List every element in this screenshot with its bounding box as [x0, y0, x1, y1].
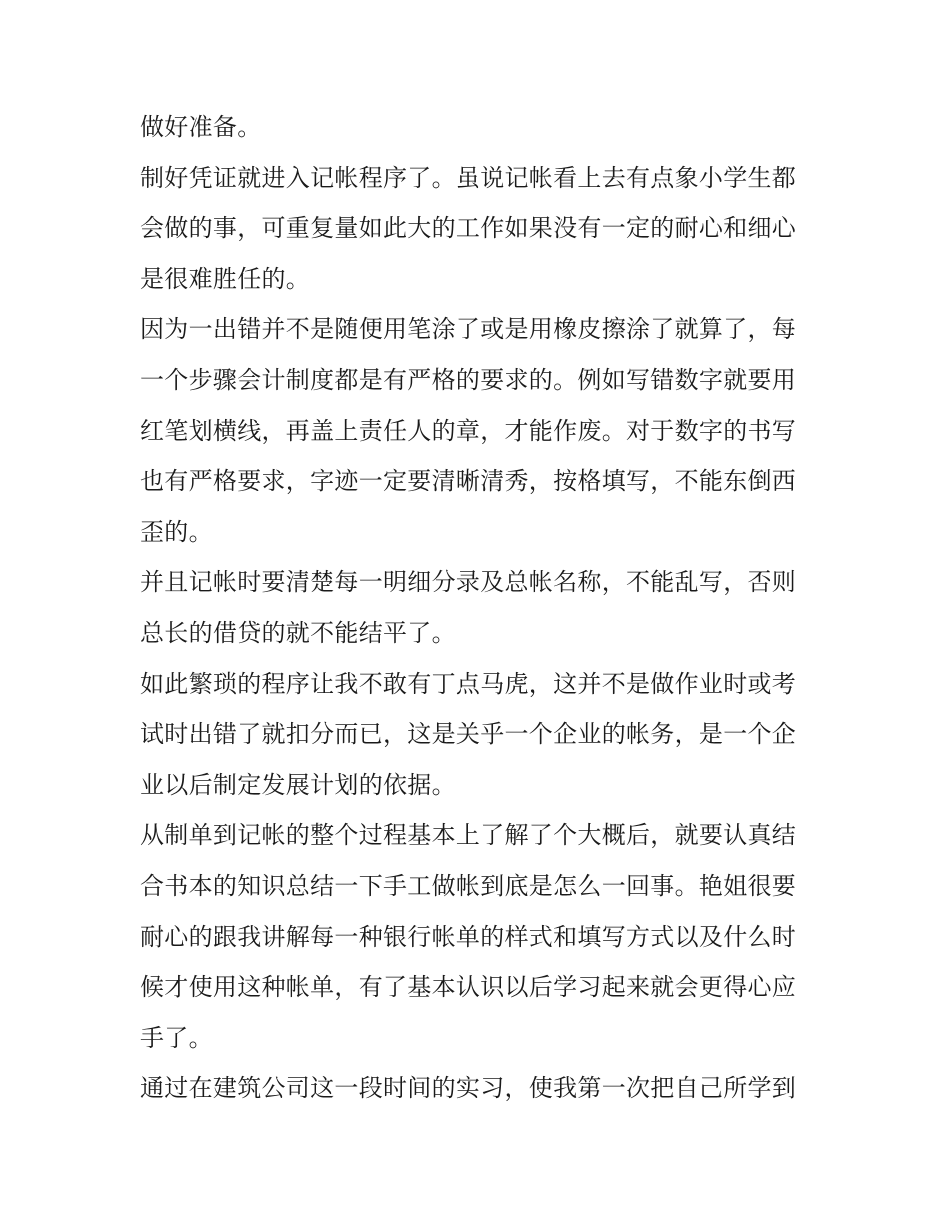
paragraph — [140, 810, 816, 1063]
paragraph — [140, 557, 816, 658]
paragraph — [140, 659, 816, 811]
text-line: 试时出错了就扣分而已，这是关乎一个企业的帐务，是一个企 — [140, 720, 797, 749]
document-body — [140, 102, 816, 1114]
text-line: 候才使用这种帐单，有了基本认识以后学习起来就会更得心应 — [140, 973, 797, 1002]
text-line: 耐心的跟我讲解每一种银行帐单的样式和填写方式以及什么时 — [140, 922, 797, 951]
paragraph — [140, 304, 816, 557]
text-line: 并且记帐时要清楚每一明细分录及总帐名称，不能乱写，否则 — [140, 568, 797, 597]
text-line: 会做的事，可重复量如此大的工作如果没有一定的耐心和细心 — [140, 214, 797, 243]
text-line: 手了。 — [140, 1023, 213, 1052]
text-line: 合书本的知识总结一下手工做帐到底是怎么一回事。艳姐很要 — [140, 871, 797, 900]
text-line: 红笔划横线，再盖上责任人的章，才能作废。对于数字的书写 — [140, 416, 797, 445]
text-line: 如此繁琐的程序让我不敢有丁点马虎，这并不是做作业时或考 — [140, 669, 797, 698]
text-line: 歪的。 — [140, 517, 213, 546]
paragraph — [140, 102, 816, 153]
text-line: 从制单到记帐的整个过程基本上了解了个大概后，就要认真结 — [140, 821, 797, 850]
text-line: 一个步骤会计制度都是有严格的要求的。例如写错数字就要用 — [140, 365, 797, 394]
text-line: 制好凭证就进入记帐程序了。虽说记帐看上去有点象小学生都 — [140, 163, 797, 192]
text-line: 总长的借贷的就不能结平了。 — [140, 618, 456, 647]
text-line: 业以后制定发展计划的依据。 — [140, 770, 456, 799]
text-line: 通过在建筑公司这一段时间的实习，使我第一次把自己所学到 — [140, 1074, 797, 1103]
text-line: 因为一出错并不是随便用笔涂了或是用橡皮擦涂了就算了，每 — [140, 315, 797, 344]
paragraph — [140, 153, 816, 305]
text-line: 做好准备。 — [140, 113, 262, 141]
paragraph — [140, 1063, 816, 1114]
text-line: 是很难胜任的。 — [140, 264, 311, 293]
text-line: 也有严格要求，字迹一定要清晰清秀，按格填写，不能东倒西 — [140, 467, 797, 496]
